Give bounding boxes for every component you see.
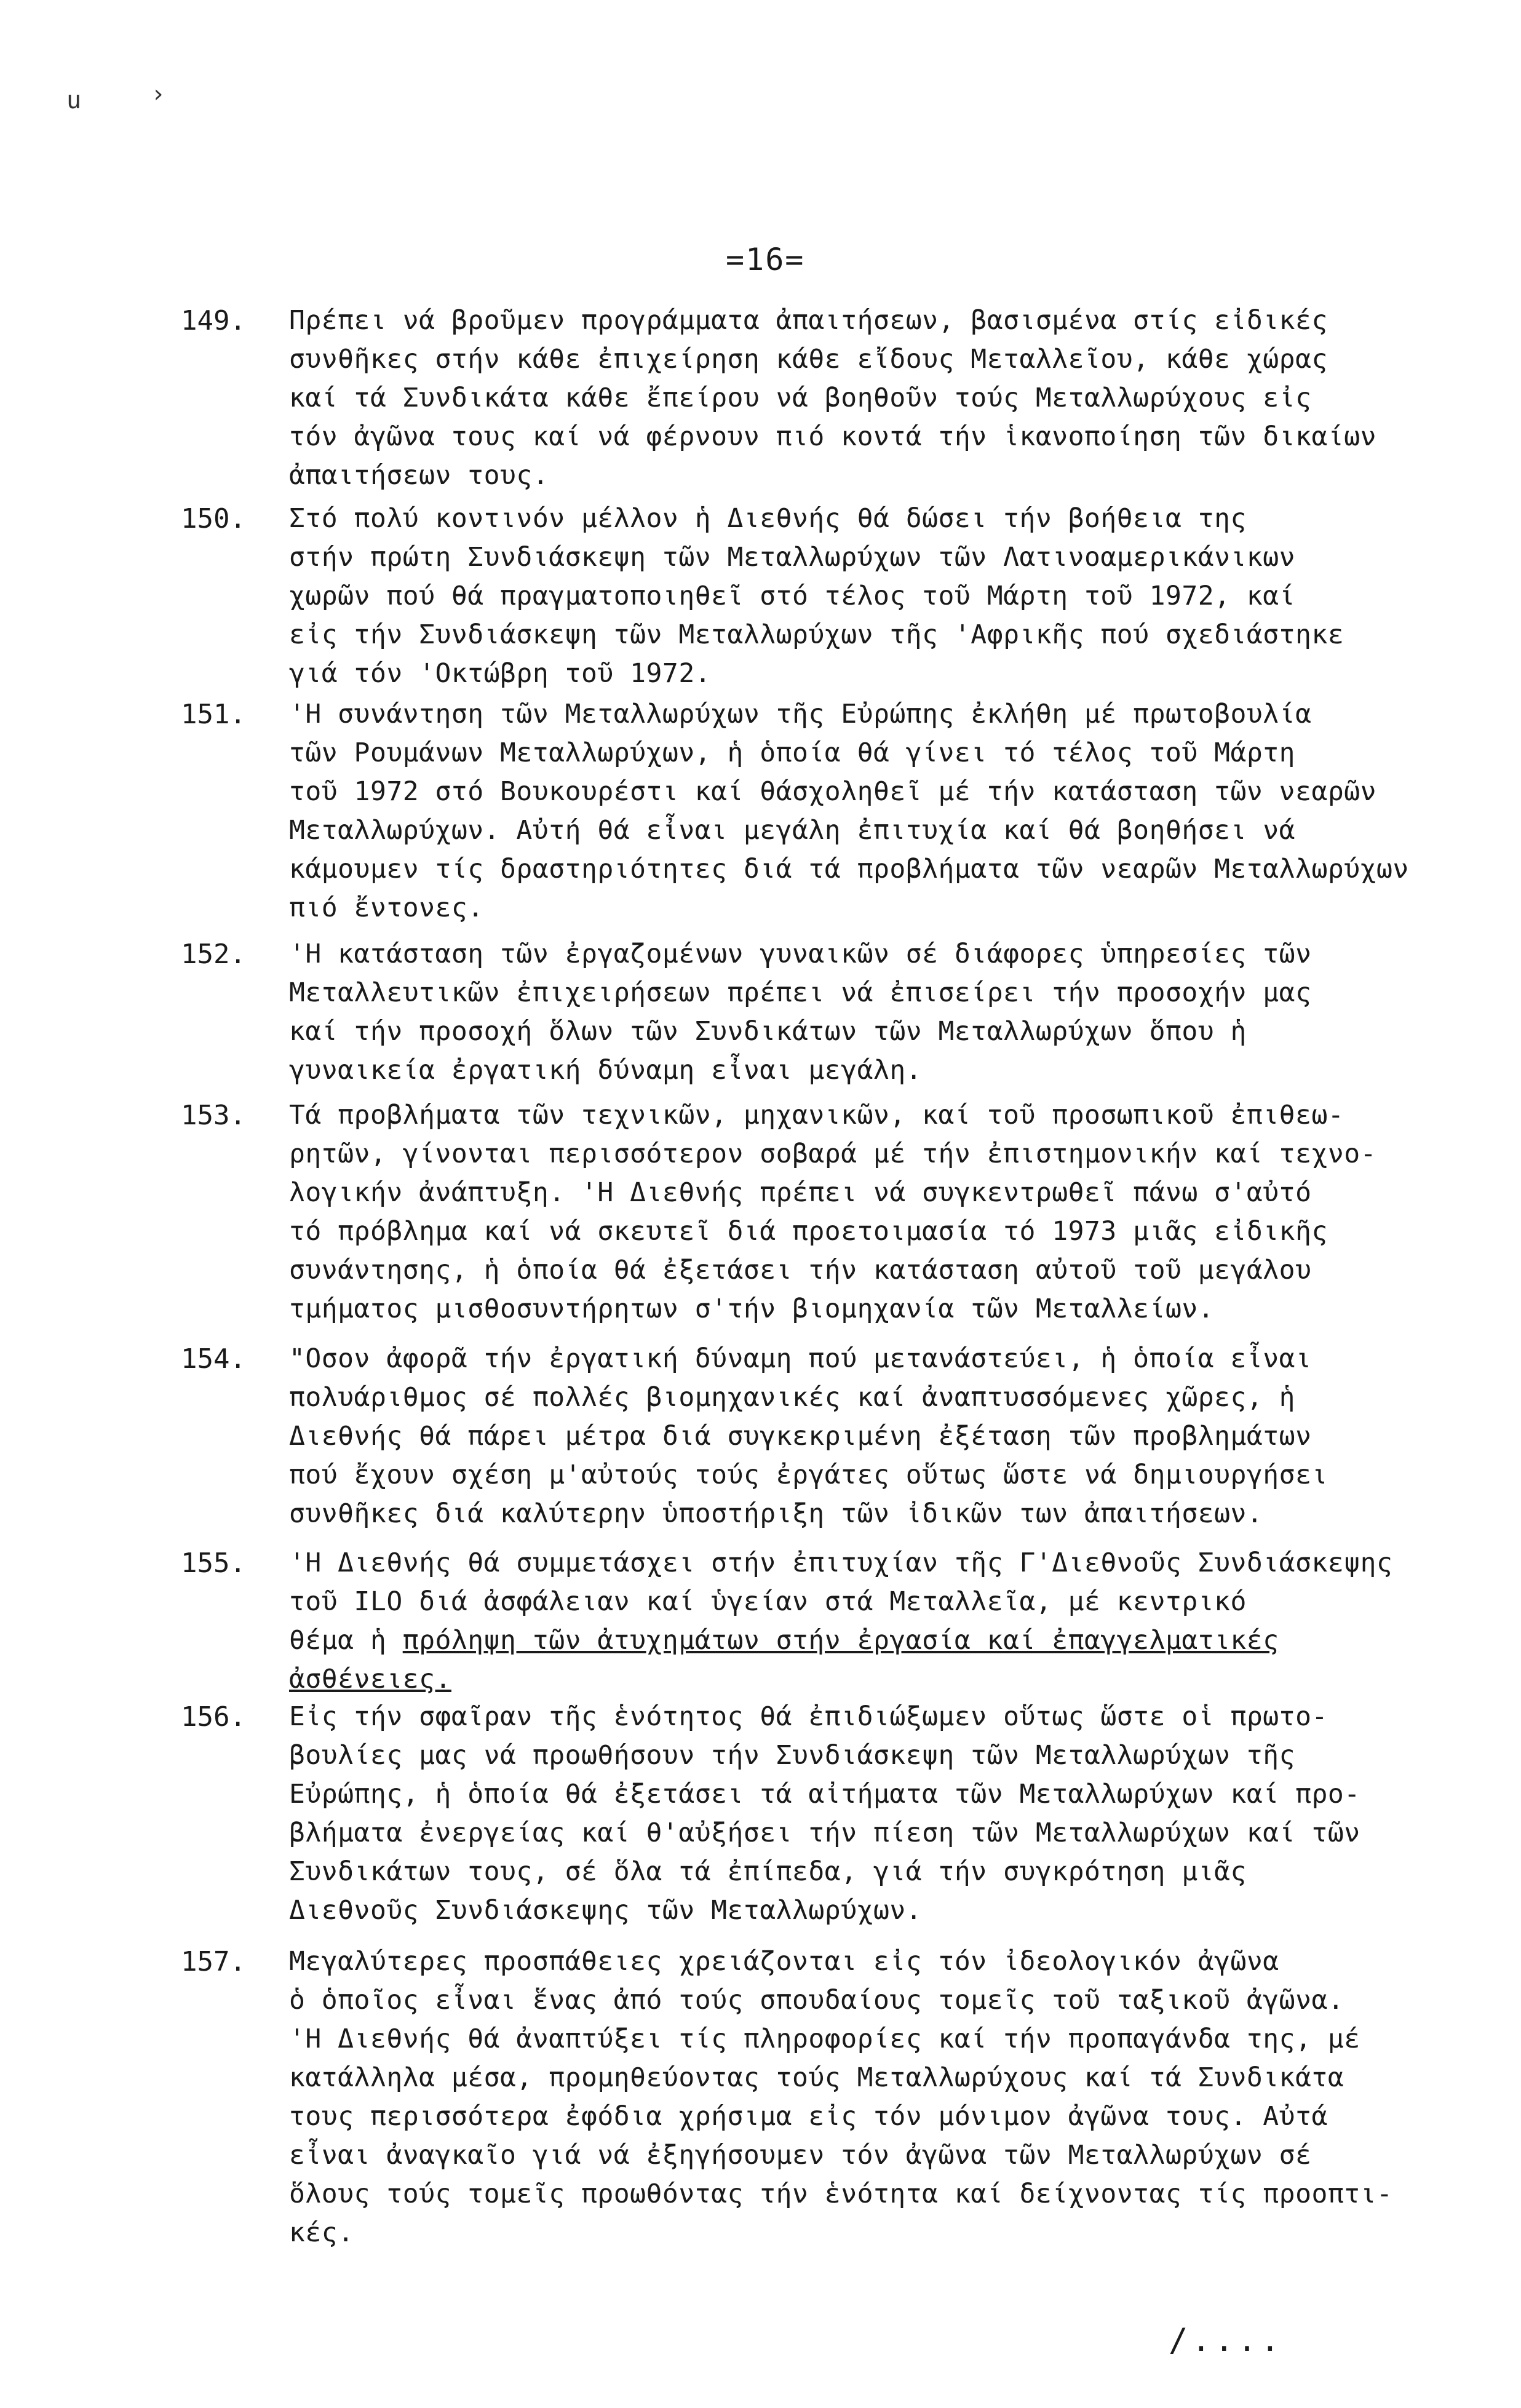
paragraph-line: καί τά Συνδικάτα κάθε ἔπείρου νά βοηθοῦν τούς Μεταλλωρύχους εἰς: [289, 383, 1312, 413]
paragraph-line: βουλίες μας νά προωθήσουν τήν Συνδιάσκεψη τῶν Μεταλλωρύχων τῆς: [289, 1740, 1296, 1771]
paragraph-line: "Οσον ἀφορᾶ τήν ἐργατική δύναμη πού μετανάστεύει, ἡ ὁποία εἶναι: [289, 1343, 1312, 1374]
paragraph-line: Διεθνής θά πάρει μέτρα διά συγκεκριμένη ἐξέταση τῶν προβλημάτων: [289, 1421, 1312, 1452]
paragraph-line: στήν πρώτη Συνδιάσκεψη τῶν Μεταλλωρύχων τῶν Λατινοαμερικάνικων: [289, 542, 1296, 573]
paragraph-number: 153.: [181, 1100, 246, 1131]
paragraph-157: [181, 1942, 1433, 2252]
paragraph-line: εἰς τήν Συνδιάσκεψη τῶν Μεταλλωρύχων τῆς 'Αφρικῆς πού σχεδιάστηκε: [289, 619, 1344, 650]
paragraph-150: [181, 499, 1433, 693]
paragraph-number: 154.: [181, 1343, 246, 1375]
underlined-text: πρόληψη τῶν ἀτυχημάτων στήν ἐργασία καί ἐπαγγελματικές: [402, 1625, 1279, 1656]
paragraph-number: 151.: [181, 699, 246, 730]
paragraph-line: 'Η Διεθνής θά συμμετάσχει στήν ἐπιτυχίαν τῆς Γ'Διεθνοῦς Συνδιάσκεψης: [289, 1548, 1393, 1578]
paragraph-156: [181, 1698, 1433, 1930]
paragraph-154: [181, 1340, 1433, 1533]
paragraph-line: συνάντησης, ἡ ὁποία θά ἐξετάσει τήν κατάσταση αὐτοῦ τοῦ μεγάλου: [289, 1255, 1312, 1285]
paragraph-line: τους περισσότερα ἐφόδια χρήσιμα εἰς τόν μόνιμον ἀγῶνα τους. Αὐτά: [289, 2101, 1328, 2132]
paragraph-line: Εὐρώπης, ἡ ὁποία θά ἐξετάσει τά αἰτήματα τῶν Μεταλλωρύχων καί προ-: [289, 1779, 1360, 1810]
corner-dot: ›: [151, 80, 166, 108]
paragraph-line: ἀπαιτήσεων τους.: [289, 460, 549, 491]
plain-text: θέμα ἡ: [289, 1625, 403, 1656]
paragraph-line: ὁ ὁποῖος εἶναι ἕνας ἀπό τούς σπουδαίους τομεῖς τοῦ ταξικοῦ ἀγῶνα.: [289, 1985, 1344, 2016]
paragraph-line: πού ἔχουν σχέση μ'αὐτούς τούς ἐργάτες οὕτως ὥστε νά δημιουργήσει: [289, 1460, 1328, 1490]
paragraph-line: τῶν Ρουμάνων Μεταλλωρύχων, ἡ ὁποία θά γίνει τό τέλος τοῦ Μάρτη: [289, 737, 1296, 768]
paragraph-line: 'Η κατάσταση τῶν ἐργαζομένων γυναικῶν σέ διάφορες ὑπηρεσίες τῶν: [289, 939, 1312, 969]
paragraph-line: Διεθνοῦς Συνδιάσκεψης τῶν Μεταλλωρύχων.: [289, 1895, 923, 1926]
paragraph-line: 'Η Διεθνής θά ἀναπτύξει τίς πληροφορίες καί τήν προπαγάνδα της, μέ: [289, 2024, 1360, 2054]
paragraph-151: [181, 695, 1433, 928]
paragraph-number: 156.: [181, 1701, 246, 1733]
paragraph-line: συνθῆκες διά καλύτερην ὑποστήριξη τῶν ἰδικῶν των ἀπαιτήσεων.: [289, 1498, 1263, 1529]
paragraph-line: λογικήν ἀνάπτυξη. 'Η Διεθνής πρέπει νά συγκεντρωθεῖ πάνω σ'αὐτό: [289, 1177, 1312, 1208]
paragraph-line-mixed: [289, 1621, 1433, 1660]
paragraph-line: τμήματος μισθοσυντήρητων σ'τήν βιομηχανία τῶν Μεταλλείων.: [289, 1293, 1215, 1324]
paragraph-153: [181, 1096, 1433, 1329]
paragraph-line: Τά προβλήματα τῶν τεχνικῶν, μηχανικῶν, καί τοῦ προσωπικοῦ ἐπιθεω-: [289, 1100, 1344, 1130]
paragraph-line: τόν ἀγῶνα τους καί νά φέρνουν πιό κοντά τήν ἱκανοποίηση τῶν δικαίων: [289, 421, 1377, 452]
paragraph-line: κατάλληλα μέσα, προμηθεύοντας τούς Μεταλλωρύχους καί τά Συνδικάτα: [289, 2062, 1344, 2093]
paragraph-line: πιό ἔντονες.: [289, 892, 484, 923]
paragraph-line: Στό πολύ κοντινόν μέλλον ἡ Διεθνής θά δώσει τήν βοήθεια της: [289, 503, 1247, 534]
paragraph-149: [181, 301, 1433, 495]
paragraph-line: εἶναι ἀναγκαῖο γιά νά ἐξηγήσουμεν τόν ἀγῶνα τῶν Μεταλλωρύχων σέ: [289, 2140, 1312, 2171]
paragraph-line: τό πρόβλημα καί νά σκευτεῖ διά προετοιμασία τό 1973 μιᾶς εἰδικῆς: [289, 1216, 1328, 1247]
paragraph-line: τοῦ 1972 στό Βουκουρέστι καί θάσχοληθεῖ μέ τήν κατάσταση τῶν νεαρῶν: [289, 776, 1377, 807]
paragraph-number: 157.: [181, 1946, 246, 1977]
paragraph-line: Εἰς τήν σφαῖραν τῆς ἑνότητος θά ἐπιδιώξωμεν οὕτως ὥστε οἱ πρωτο-: [289, 1701, 1328, 1732]
paragraph-line: τοῦ ILO διά ἀσφάλειαν καί ὑγείαν στά Μεταλλεῖα, μέ κεντρικό: [289, 1586, 1247, 1617]
paragraph-line: ὅλους τούς τομεῖς προωθόντας τήν ἑνότητα καί δείχνοντας τίς προοπτι-: [289, 2179, 1393, 2209]
paragraph-line: Πρέπει νά βροῦμεν προγράμματα ἀπαιτήσεων, βασισμένα στίς εἰδικές: [289, 305, 1328, 336]
paragraph-line: χωρῶν πού θά πραγματοποιηθεῖ στό τέλος τοῦ Μάρτη τοῦ 1972, καί: [289, 581, 1296, 611]
paragraph-line: καί τήν προσοχή ὅλων τῶν Συνδικάτων τῶν Μεταλλωρύχων ὅπου ἡ: [289, 1016, 1247, 1047]
paragraph-line: γιά τόν 'Οκτώβρη τοῦ 1972.: [289, 658, 712, 689]
paragraph-number: 152.: [181, 939, 246, 970]
paragraph-line: 'Η συνάντηση τῶν Μεταλλωρύχων τῆς Εὐρώπης ἐκλήθη μέ πρωτοβουλία: [289, 699, 1312, 729]
page-number: =16=: [726, 242, 805, 277]
corner-mark: u: [66, 86, 82, 114]
paragraph-number: 155.: [181, 1548, 246, 1579]
paragraph-line: Μεγαλύτερες προσπάθειες χρειάζονται εἰς τόν ἰδεολογικόν ἀγῶνα: [289, 1946, 1279, 1977]
paragraph-line: συνθῆκες στήν κάθε ἐπιχείρηση κάθε εἴδους Μεταλλεῖου, κάθε χώρας: [289, 344, 1328, 375]
paragraph-152: [181, 935, 1433, 1090]
paragraph-line: Μεταλλωρύχων. Αὐτή θά εἶναι μεγάλη ἐπιτυχία καί θά βοηθήσει νά: [289, 815, 1296, 846]
paragraph-number: 149.: [181, 305, 246, 336]
paragraph-155: [181, 1544, 1433, 1699]
paragraph-line-underlined: ἀσθένειες.: [289, 1664, 451, 1695]
paragraph-line: πολυάριθμος σέ πολλές βιομηχανικές καί ἀναπτυσσόμενες χῶρες, ἡ: [289, 1382, 1296, 1413]
paragraph-line: κές.: [289, 2217, 354, 2248]
paragraph-line: ρητῶν, γίνονται περισσότερον σοβαρά μέ τήν ἐπιστημονικήν καί τεχνο-: [289, 1138, 1377, 1169]
continuation-mark: /....: [1169, 2322, 1284, 2359]
paragraph-line: Μεταλλευτικῶν ἐπιχειρήσεων πρέπει νά ἐπισείρει τήν προσοχήν μας: [289, 977, 1312, 1008]
paragraph-line: γυναικεία ἐργατική δύναμη εἶναι μεγάλη.: [289, 1055, 923, 1086]
paragraph-number: 150.: [181, 503, 246, 534]
paragraph-line: Συνδικάτων τους, σέ ὅλα τά ἐπίπεδα, γιά τήν συγκρότηση μιᾶς: [289, 1856, 1247, 1887]
paragraph-line: βλήματα ἐνεργείας καί θ'αὐξήσει τήν πίεση τῶν Μεταλλωρύχων καί τῶν: [289, 1818, 1360, 1848]
paragraph-line: κάμουμεν τίς δραστηριότητες διά τά προβλήματα τῶν νεαρῶν Μεταλλωρύχων: [289, 854, 1409, 884]
